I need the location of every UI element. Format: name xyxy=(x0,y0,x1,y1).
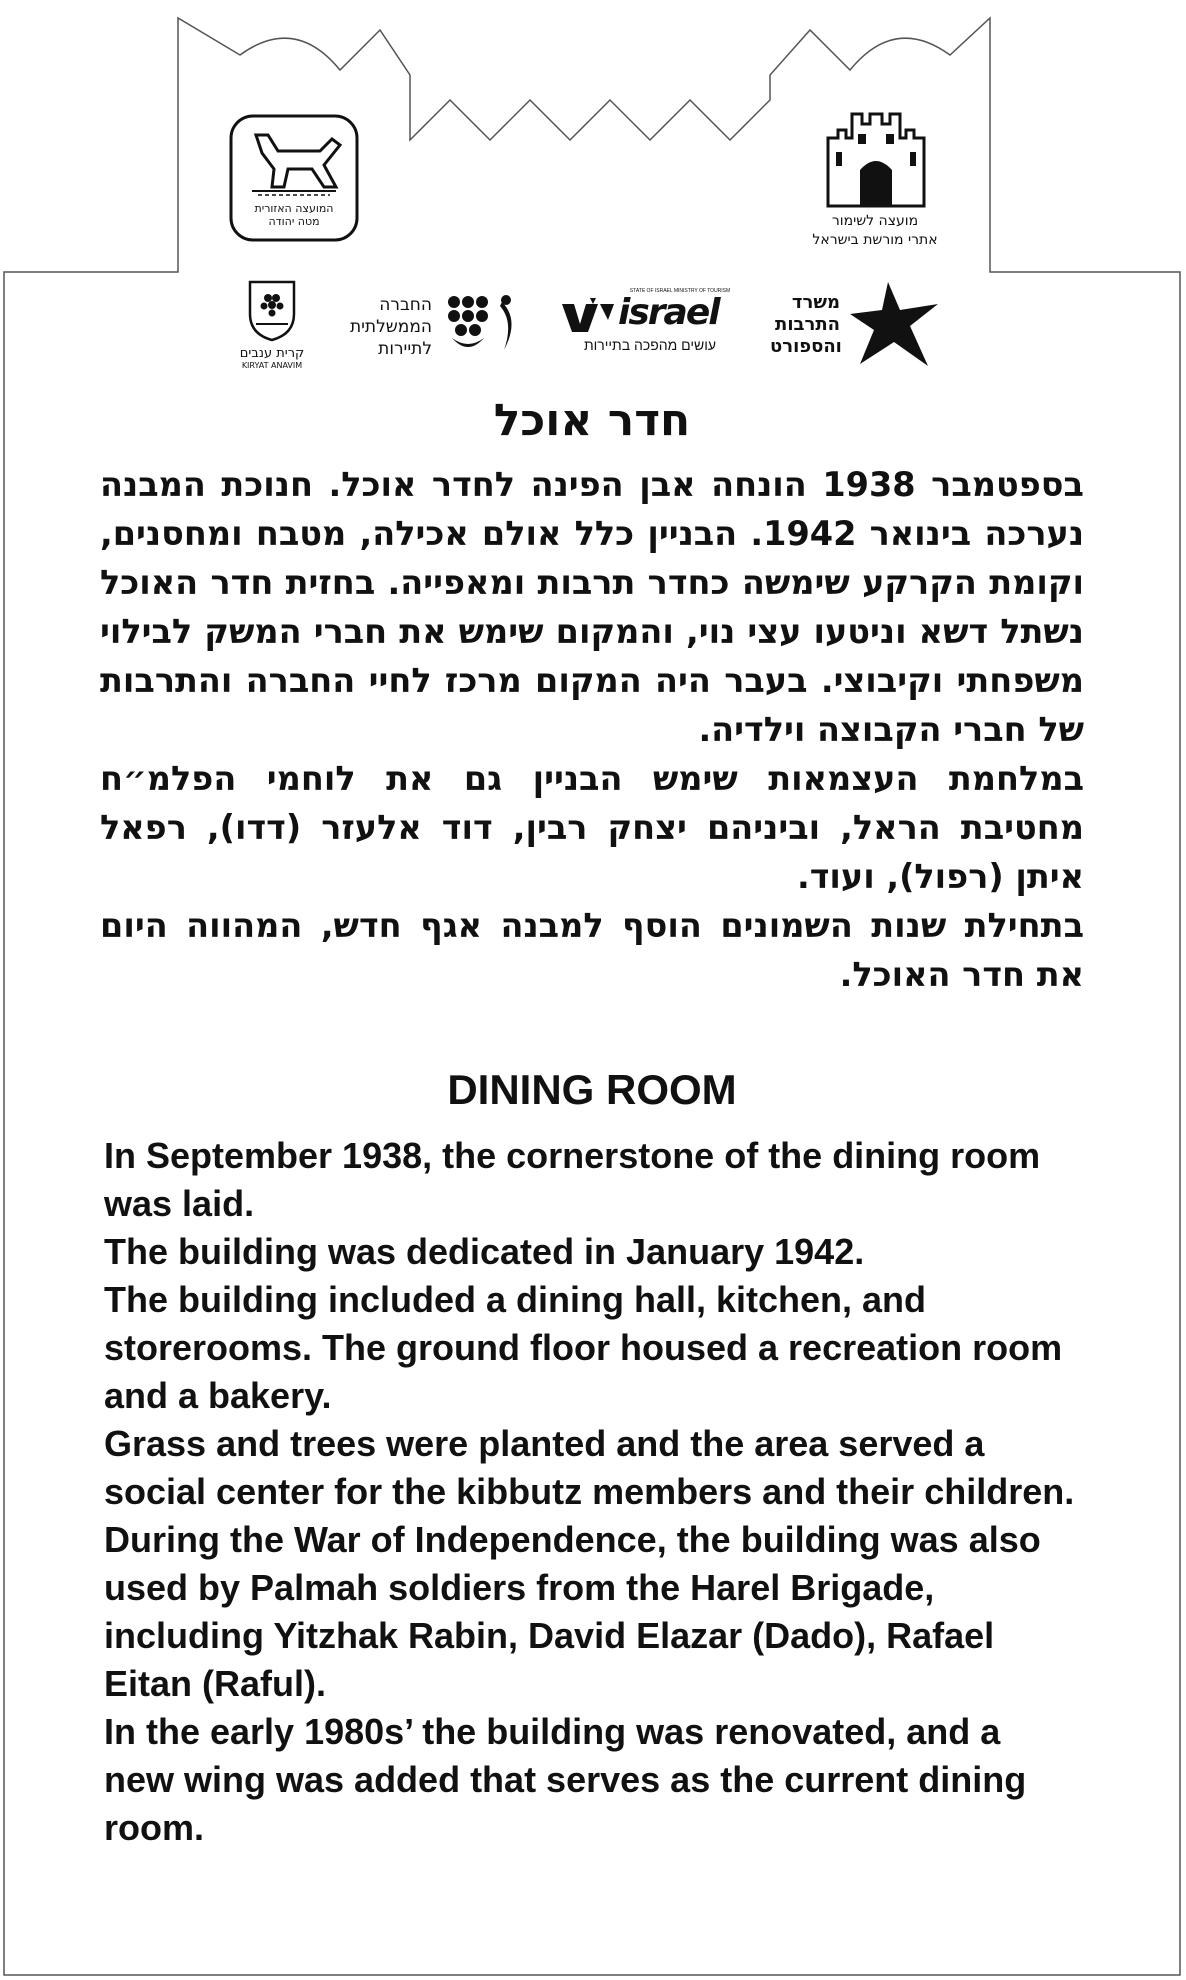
regional-council-caption xyxy=(228,202,360,228)
caption-line: KIRYAT ANAVIM xyxy=(241,361,303,370)
grapes-shield-icon xyxy=(246,278,298,342)
caption-line: הממשלתית xyxy=(349,317,432,337)
english-paragraph: The building included a dining hall, kitchen, and storerooms. The ground floor housed a recreation room and a bakery. xyxy=(104,1279,1063,1416)
ministry-tourism-caption: עושים מהפכה בתיירות xyxy=(584,337,716,353)
ministry-culture-caption xyxy=(770,292,840,358)
caption-line: המועצה האזורית xyxy=(254,202,334,215)
caption-line: משרד xyxy=(791,292,840,313)
hebrew-section xyxy=(100,395,1084,999)
hebrew-paragraph: בספטמבר 1938 הונחה אבן הפינה לחדר אוכל. חנוכת המבנה נערכה בינואר 1942. הבניין כלל אולם אכילה, מטבח ומחסנים, וקומת הקרקע שימשה כחדר תרבות ומאפייה. בחזית חדר האוכל נשתל דשא וניטעו עצי נוי, והמקום שימש את חברי המשק לבילוי משפחתי וקיבוצי. בעבר היה המקום מרכז לחיי החברה והתרבות של חברי הקבוצה וילדיה. xyxy=(100,465,1084,749)
ministry-tourism-logo xyxy=(560,288,740,358)
heritage-council-caption xyxy=(790,212,960,250)
english-paragraph: Grass and trees were planted and the area served a social center for the kibbutz members and their children. xyxy=(104,1423,1075,1512)
dots-pattern-icon xyxy=(444,292,524,358)
english-paragraph: During the War of Independence, the building was also used by Palmah soldiers from the Harel Brigade, including Yitzhak Rabin, David Elazar (Dado), Rafael Eitan (Raful). xyxy=(104,1519,1041,1704)
english-title: DINING ROOM xyxy=(447,1066,737,1113)
caption-line: התרבות xyxy=(775,314,840,335)
caption-line: החברה xyxy=(379,295,432,315)
hebrew-paragraph: במלחמת העצמאות שימש הבניין גם את לוחמי הפלמ״ח מחטיבת הראל, וביניהם יצחק רבין, דוד אלעזר (דדו), רפאל איתן (רפול), ועוד. xyxy=(100,759,1084,896)
english-paragraph: The building was dedicated in January 1942. xyxy=(104,1231,865,1272)
ministry-tourism-small-line: STATE OF ISRAEL MINISTRY OF TOURISM xyxy=(629,288,731,294)
caption-line: מועצה לשימור xyxy=(831,213,919,229)
kiryat-anavim-caption xyxy=(228,346,316,371)
hebrew-paragraph: בתחילת שנות השמונים הוסף למבנה אגף חדש, המהווה היום את חדר האוכל. xyxy=(100,906,1084,994)
caption-line: קרית ענבים xyxy=(239,346,305,361)
english-paragraph: In September 1938, the cornerstone of the dining room was laid. xyxy=(104,1135,1041,1224)
israel-wordmark-icon: israel xyxy=(618,292,719,333)
caption-line: והספורט xyxy=(770,336,842,357)
hebrew-title: חדר אוכל xyxy=(493,395,691,446)
caption-line: אתרי מורשת בישראל xyxy=(812,232,938,248)
caption-line: מטה יהודה xyxy=(268,215,320,228)
star-burst-icon xyxy=(848,280,940,370)
pattern-mark-icon xyxy=(560,296,616,336)
english-section xyxy=(104,1066,1080,1852)
caption-line: לתיירות xyxy=(378,339,432,359)
tourism-company-caption xyxy=(320,294,432,360)
tower-gate-icon xyxy=(822,108,930,208)
english-paragraph: In the early 1980s’ the building was renovated, and a new wing was added that serves as the current dining room. xyxy=(104,1711,1027,1848)
